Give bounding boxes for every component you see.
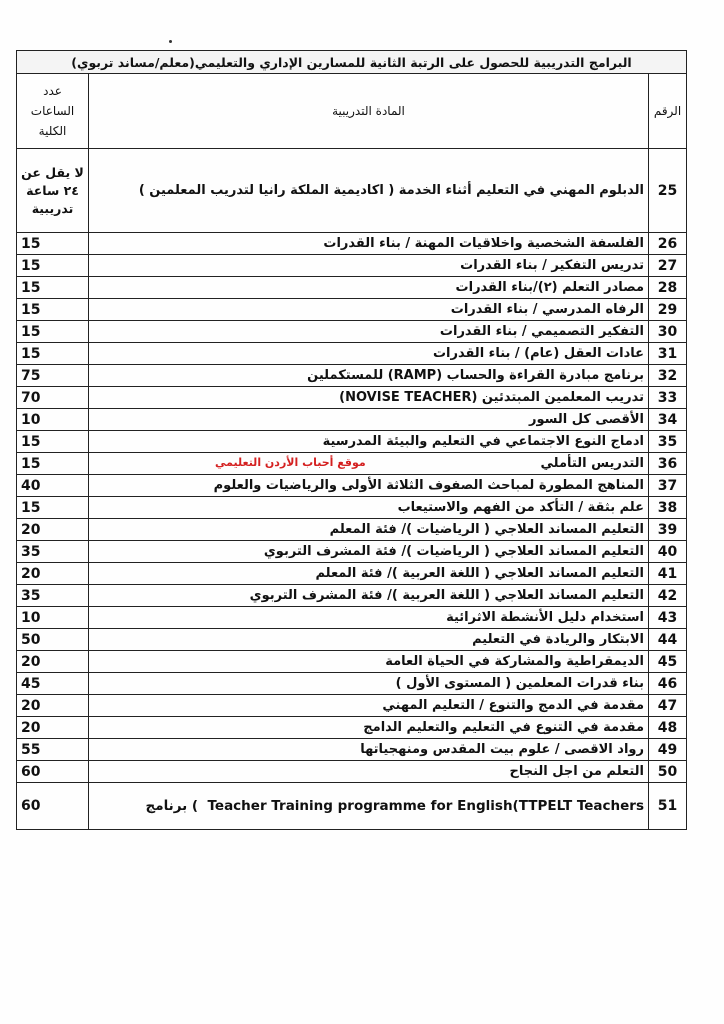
row-number: 37: [649, 475, 687, 497]
row-hours: 10: [17, 409, 89, 431]
table-title: البرامج التدريبية للحصول على الرتبة الثانية للمسارين الإداري والتعليمي(معلم/مساند تربوي): [17, 51, 687, 74]
scan-dot: [169, 40, 172, 43]
table-row: [17, 387, 687, 409]
row-hours: 15: [17, 343, 89, 365]
table-row: [17, 299, 687, 321]
row-course: التفكير التصميمي / بناء القدرات: [89, 321, 649, 343]
row-number: 32: [649, 365, 687, 387]
row-course: الأقصى كل السور: [89, 409, 649, 431]
row-number: 28: [649, 277, 687, 299]
row-number: 26: [649, 233, 687, 255]
row-course: [89, 783, 649, 830]
row-hours: 70: [17, 387, 89, 409]
row-course: استخدام دليل الأنشطة الاثرائية: [89, 607, 649, 629]
row-hours: 10: [17, 607, 89, 629]
table-row: [17, 365, 687, 387]
table-row: [17, 739, 687, 761]
training-programs-table: [16, 50, 687, 830]
table-row: [17, 585, 687, 607]
row-course: الابتكار والريادة في التعليم: [89, 629, 649, 651]
table-row: [17, 695, 687, 717]
row-course: مصادر التعلم (٢)/بناء القدرات: [89, 277, 649, 299]
row-number: 44: [649, 629, 687, 651]
table-row: [17, 563, 687, 585]
row-number: 31: [649, 343, 687, 365]
table-row: [17, 651, 687, 673]
table-row: [17, 783, 687, 830]
table-row: [17, 519, 687, 541]
table-row: [17, 497, 687, 519]
row-number: 43: [649, 607, 687, 629]
row-number: 45: [649, 651, 687, 673]
row-hours: 15: [17, 453, 89, 475]
row-number: 25: [649, 149, 687, 233]
row-hours: 20: [17, 563, 89, 585]
header-hours: عدد الساعات الكلية: [17, 74, 89, 149]
row-number: 39: [649, 519, 687, 541]
row-course: المناهج المطورة لمباحث الصفوف الثلاثة الأولى والرياضيات والعلوم: [89, 475, 649, 497]
row-number: 47: [649, 695, 687, 717]
row-course: عادات العقل (عام) / بناء القدرات: [89, 343, 649, 365]
row-course: التعلم من اجل النجاح: [89, 761, 649, 783]
row-course: الفلسفة الشخصية واخلاقيات المهنة / بناء القدرات: [89, 233, 649, 255]
row-course: التعليم المساند العلاجي ( اللغة العربية )/ فئة المشرف التربوي: [89, 585, 649, 607]
row-hours: 45: [17, 673, 89, 695]
row-hours: 35: [17, 585, 89, 607]
row-hours: 20: [17, 717, 89, 739]
table-row: [17, 149, 687, 233]
row-number: 33: [649, 387, 687, 409]
row-hours: لا يقل عن ٢٤ ساعة تدريبية: [17, 149, 89, 233]
row-hours: 20: [17, 651, 89, 673]
table-row: [17, 717, 687, 739]
row-hours: 15: [17, 277, 89, 299]
row-course: الرفاه المدرسي / بناء القدرات: [89, 299, 649, 321]
row-course: الديمقراطية والمشاركة في الحياة العامة: [89, 651, 649, 673]
row-hours: 75: [17, 365, 89, 387]
row-number: 38: [649, 497, 687, 519]
row-number: 40: [649, 541, 687, 563]
row-number: 41: [649, 563, 687, 585]
row-course: علم بثقة / التأكد من الفهم والاستيعاب: [89, 497, 649, 519]
row-hours: 15: [17, 321, 89, 343]
row-hours: 15: [17, 299, 89, 321]
row-number: 30: [649, 321, 687, 343]
table-row: [17, 541, 687, 563]
row-hours: 15: [17, 431, 89, 453]
row-course: الدبلوم المهني في التعليم أثناء الخدمة ( اكاديمية الملكة رانيا لتدريب المعلمين ): [89, 149, 649, 233]
row-course: ادماج النوع الاجتماعي في التعليم والبيئة المدرسية: [89, 431, 649, 453]
row-course: التعليم المساند العلاجي ( اللغة العربية )/ فئة المعلم: [89, 563, 649, 585]
table-row: [17, 607, 687, 629]
row-course: تدريب المعلمين المبتدئين (NOVISE TEACHER): [89, 387, 649, 409]
row-hours: 55: [17, 739, 89, 761]
row-number: 50: [649, 761, 687, 783]
row-hours: 15: [17, 497, 89, 519]
row-course: رواد الاقصى / علوم بيت المقدس ومنهجياتها: [89, 739, 649, 761]
table-row: [17, 761, 687, 783]
header-course: المادة التدريبية: [89, 74, 649, 149]
row-course: بناء قدرات المعلمين ( المستوى الأول ): [89, 673, 649, 695]
table-row: [17, 629, 687, 651]
row-number: 42: [649, 585, 687, 607]
watermark-text: موقع أحباب الأردن التعليمي: [215, 456, 366, 469]
row-course-english-text: Teacher Training programme for English(TTPELT Teachers: [207, 797, 644, 814]
row-course: مقدمة في التنوع في التعليم والتعليم الدامج: [89, 717, 649, 739]
table-row: [17, 277, 687, 299]
table-row: [17, 431, 687, 453]
table-row: [17, 673, 687, 695]
table-row: [17, 409, 687, 431]
row-number: 34: [649, 409, 687, 431]
header-number: الرقم: [649, 74, 687, 149]
table-row: [17, 475, 687, 497]
row-hours: 20: [17, 519, 89, 541]
row-number: 29: [649, 299, 687, 321]
row-hours: 15: [17, 233, 89, 255]
row-number: 48: [649, 717, 687, 739]
row-course: مقدمة في الدمج والتنوع / التعليم المهني: [89, 695, 649, 717]
row-hours: 40: [17, 475, 89, 497]
row-course: التعليم المساند العلاجي ( الرياضيات )/ فئة المشرف التربوي: [89, 541, 649, 563]
table-row: [17, 343, 687, 365]
row-number: 35: [649, 431, 687, 453]
row-course-arabic-prefix: برنامج (: [145, 797, 199, 814]
row-number: 46: [649, 673, 687, 695]
row-course: التعليم المساند العلاجي ( الرياضيات )/ فئة المعلم: [89, 519, 649, 541]
row-hours: 60: [17, 761, 89, 783]
row-number: 51: [649, 783, 687, 830]
row-hours: 60: [17, 783, 89, 830]
row-number: 49: [649, 739, 687, 761]
row-hours: 50: [17, 629, 89, 651]
row-hours: 20: [17, 695, 89, 717]
row-course-english: [93, 797, 644, 816]
table-row: [17, 321, 687, 343]
table-row: [17, 233, 687, 255]
row-hours: 35: [17, 541, 89, 563]
row-hours: 15: [17, 255, 89, 277]
row-course: التدريس التأملي: [89, 453, 649, 475]
row-course: برنامج مبادرة القراءة والحساب (RAMP) للمستكملين: [89, 365, 649, 387]
table-row: [17, 255, 687, 277]
row-number: 27: [649, 255, 687, 277]
row-number: 36: [649, 453, 687, 475]
row-course: تدريس التفكير / بناء القدرات: [89, 255, 649, 277]
